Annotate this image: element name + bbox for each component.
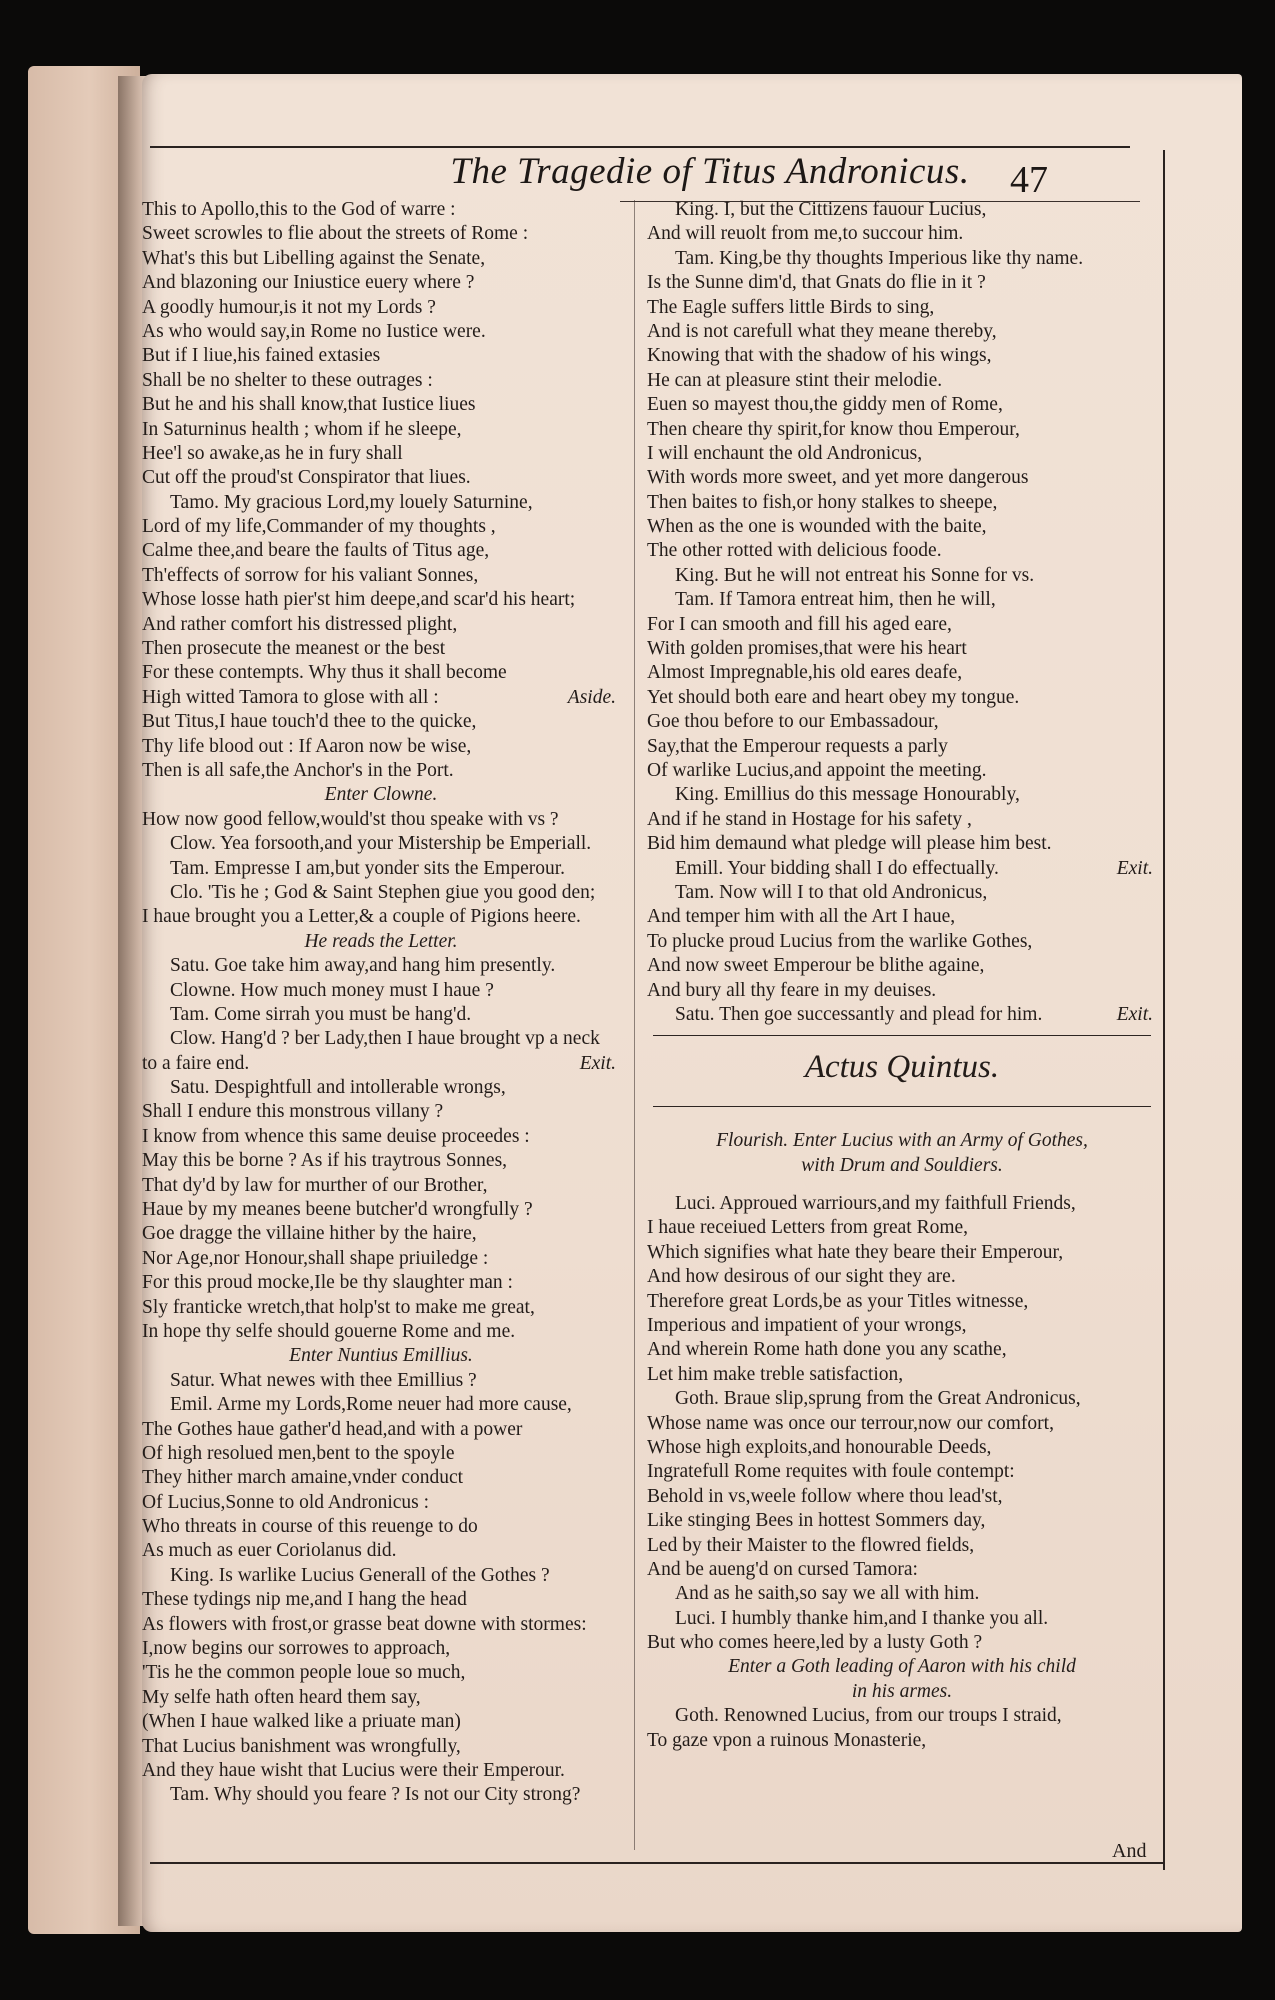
- line-text: In Saturninus health ; whom if he sleepe,: [142, 418, 462, 440]
- line-text: Calme thee,and beare the faults of Titus age,: [142, 540, 490, 562]
- text-line: [142, 271, 620, 295]
- text-line: [647, 759, 1157, 783]
- stage-direction: [647, 1680, 1157, 1704]
- line-text: Led by their Maister to the flowred fields,: [647, 1534, 975, 1556]
- text-line: [142, 613, 620, 637]
- line-text: Ingratefull Rome requites with foule contempt:: [647, 1461, 1015, 1483]
- text-line: [647, 1265, 1157, 1289]
- line-text: But if I liue,his fained extasies: [142, 345, 381, 367]
- line-text: Who threats in course of this reuenge to do: [142, 1516, 478, 1538]
- text-line: [647, 491, 1157, 515]
- line-text: Nor Age,nor Honour,shall shape priuiledge :: [142, 1247, 489, 1269]
- line-text: And is not carefull what they meane thereby,: [647, 320, 997, 342]
- text-line: [142, 369, 620, 393]
- text-line: [142, 1003, 620, 1027]
- text-line: [647, 637, 1157, 661]
- stage-direction: [142, 783, 620, 807]
- text-line: [142, 393, 620, 417]
- line-text: Clowne. How much money must I haue ?: [170, 979, 494, 1001]
- line-text: Whose high exploits,and honourable Deeds,: [647, 1436, 992, 1458]
- text-line: [647, 1485, 1157, 1509]
- text-line: [142, 954, 620, 978]
- line-text: Goe thou before to our Embassadour,: [647, 711, 939, 733]
- right-column-lower: [647, 1129, 1157, 1753]
- right-column: [647, 198, 1157, 1753]
- line-text: Is the Sunne dim'd, that Gnats do flie in it ?: [647, 272, 986, 294]
- line-text: And bury all thy feare in my deuises.: [647, 979, 937, 1001]
- line-text: Luci. Approued warriours,and my faithfull Friends,: [675, 1193, 1076, 1215]
- right-column-upper: [647, 198, 1157, 1027]
- line-text: But Titus,I haue touch'd thee to the quicke,: [142, 711, 477, 733]
- stage-tag: Exit.: [579, 1052, 616, 1074]
- line-text: When as the one is wounded with the baite,: [647, 516, 987, 538]
- line-text: High witted Tamora to glose with all :: [142, 686, 439, 708]
- text-line: [142, 1247, 620, 1271]
- text-line: [142, 1515, 620, 1539]
- text-line: [647, 857, 1157, 881]
- text-line: [142, 320, 620, 344]
- stage-tag: Aside.: [567, 686, 616, 708]
- line-text: As flowers with frost,or grasse beat downe with stormes:: [142, 1613, 587, 1635]
- text-line: [647, 1558, 1157, 1582]
- left-column: [142, 198, 620, 1808]
- text-line: [142, 979, 620, 1003]
- line-text: Haue by my meanes beene butcher'd wrongfully ?: [142, 1199, 533, 1221]
- text-line: [647, 1509, 1157, 1533]
- text-line: [647, 710, 1157, 734]
- line-text: And if he stand in Hostage for his safety ,: [647, 808, 972, 830]
- line-text: Satu. Then goe successantly and plead for him.: [675, 1003, 1043, 1025]
- line-text: And rather comfort his distressed plight,: [142, 613, 458, 635]
- text-line: [142, 418, 620, 442]
- line-text: Enter a Goth leading of Aaron with his child: [728, 1656, 1076, 1678]
- line-text: He reads the Letter.: [304, 930, 458, 952]
- line-text: What's this but Libelling against the Senate,: [142, 247, 486, 269]
- text-line: [647, 369, 1157, 393]
- text-line: [647, 808, 1157, 832]
- line-text: I haue receiued Letters from great Rome,: [647, 1217, 969, 1239]
- stage-direction: [142, 1344, 620, 1368]
- text-line: [142, 1100, 620, 1124]
- text-line: [142, 1491, 620, 1515]
- line-text: And how desirous of our sight they are.: [647, 1266, 956, 1288]
- text-line: [142, 1783, 620, 1807]
- line-text: I know from whence this same deuise proceedes :: [142, 1125, 530, 1147]
- running-head: The Tragedie of Titus Andronicus.: [450, 151, 970, 192]
- line-text: A goodly humour,is it not my Lords ?: [142, 296, 436, 318]
- line-text: For I can smooth and fill his aged eare,: [647, 613, 952, 635]
- text-line: [142, 808, 620, 832]
- line-text: That Lucius banishment was wrongfully,: [142, 1735, 461, 1757]
- line-text: I,now begins our sorrowes to approach,: [142, 1638, 451, 1660]
- line-text: Tam. Now will I to that old Andronicus,: [675, 881, 988, 903]
- text-line: [647, 1412, 1157, 1436]
- page-number: 47: [1010, 159, 1048, 201]
- text-line: [647, 954, 1157, 978]
- line-text: How now good fellow,would'st thou speake with vs ?: [142, 808, 559, 830]
- text-line: [142, 1418, 620, 1442]
- text-line: [647, 198, 1157, 222]
- text-line: [142, 1271, 620, 1295]
- line-text: For this proud mocke,Ile be thy slaughter man :: [142, 1272, 513, 1294]
- text-line: [142, 1613, 620, 1637]
- text-line: [142, 1588, 620, 1612]
- line-text: As who would say,in Rome no Iustice were.: [142, 320, 486, 342]
- text-line: [142, 247, 620, 271]
- text-line: [647, 296, 1157, 320]
- stage-direction: [647, 1129, 1157, 1153]
- text-line: [647, 1460, 1157, 1484]
- text-line: [142, 1759, 620, 1783]
- text-line: [647, 1729, 1157, 1753]
- line-text: And now sweet Emperour be blithe againe,: [647, 955, 985, 977]
- text-line: [647, 1534, 1157, 1558]
- line-text: Thy life blood out : If Aaron now be wise,: [142, 735, 472, 757]
- line-text: Whose name was once our terrour,now our comfort,: [647, 1412, 1054, 1434]
- catchword: And: [1112, 1840, 1147, 1862]
- line-text: King. Emillius do this message Honourably,: [675, 784, 1020, 806]
- text-line: [647, 1290, 1157, 1314]
- line-text: Lord of my life,Commander of my thoughts ,: [142, 516, 496, 538]
- bottom-rule: [150, 1862, 1165, 1864]
- line-text: To plucke proud Lucius from the warlike Gothes,: [647, 930, 1033, 952]
- line-text: I will enchaunt the old Andronicus,: [647, 442, 923, 464]
- line-text: Goe dragge the villaine hither by the haire,: [142, 1223, 477, 1245]
- text-line: [647, 222, 1157, 246]
- line-text: to a faire end.: [142, 1052, 250, 1074]
- text-line: [142, 661, 620, 685]
- line-text: Tam. If Tamora entreat him, then he will,: [675, 589, 996, 611]
- line-text: Euen so mayest thou,the giddy men of Rome,: [647, 394, 1003, 416]
- line-text: Bid him demaund what pledge will please him best.: [647, 833, 1052, 855]
- line-text: That dy'd by law for murther of our Brother,: [142, 1174, 488, 1196]
- line-text: These tydings nip me,and I hang the head: [142, 1589, 467, 1611]
- text-line: [142, 1369, 620, 1393]
- line-text: Like stinging Bees in hottest Sommers day,: [647, 1510, 986, 1532]
- line-text: For these contempts. Why thus it shall become: [142, 662, 507, 684]
- act-title: Actus Quintus.: [804, 1049, 1000, 1086]
- line-text: They hither march amaine,vnder conduct: [142, 1467, 464, 1489]
- line-text: Goth. Braue slip,sprung from the Great Andronicus,: [675, 1388, 1081, 1410]
- line-text: Shall be no shelter to these outrages :: [142, 369, 433, 391]
- text-line: [647, 1178, 1157, 1192]
- line-text: And as he saith,so say we all with him.: [675, 1583, 980, 1605]
- text-line: [142, 905, 620, 929]
- line-text: My selfe hath often heard them say,: [142, 1686, 421, 1708]
- text-line: [142, 1052, 620, 1076]
- text-line: [647, 783, 1157, 807]
- text-line: [647, 1338, 1157, 1362]
- text-line: [647, 418, 1157, 442]
- text-line: [142, 1198, 620, 1222]
- text-line: [142, 1222, 620, 1246]
- line-text: Tamo. My gracious Lord,my louely Saturnine,: [170, 491, 533, 513]
- text-line: [142, 1320, 620, 1344]
- line-text: Clo. 'Tis he ; God & Saint Stephen giue you good den;: [170, 881, 596, 903]
- text-line: [142, 857, 620, 881]
- line-text: Goth. Renowned Lucius, from our troups I straid,: [675, 1705, 1062, 1727]
- line-text: King. Is warlike Lucius Generall of the Gothes ?: [170, 1564, 550, 1586]
- line-text: The other rotted with delicious foode.: [647, 540, 942, 562]
- text-line: [647, 320, 1157, 344]
- line-text: Behold in vs,weele follow where thou lead'st,: [647, 1485, 1003, 1507]
- text-line: [647, 930, 1157, 954]
- text-line: [647, 686, 1157, 710]
- line-text: Imperious and impatient of your wrongs,: [647, 1315, 967, 1337]
- text-line: [647, 393, 1157, 417]
- text-line: [647, 442, 1157, 466]
- line-text: He can at pleasure stint their melodie.: [647, 369, 943, 391]
- line-text: (When I haue walked like a priuate man): [142, 1711, 461, 1733]
- line-text: Th'effects of sorrow for his valiant Sonnes,: [142, 564, 479, 586]
- line-text: Enter Nuntius Emillius.: [289, 1345, 473, 1367]
- text-line: [142, 1637, 620, 1661]
- text-line: [142, 735, 620, 759]
- text-line: [142, 564, 620, 588]
- line-text: Hee'l so awake,as he in fury shall: [142, 442, 403, 464]
- line-text: Therefore great Lords,be as your Titles witnesse,: [647, 1290, 1029, 1312]
- text-line: [142, 1076, 620, 1100]
- text-line: [647, 564, 1157, 588]
- line-text: with Drum and Souldiers.: [801, 1154, 1003, 1176]
- text-line: [142, 759, 620, 783]
- stage-direction: [647, 1154, 1157, 1178]
- text-line: [647, 466, 1157, 490]
- line-text: Tam. King,be thy thoughts Imperious like thy name.: [675, 247, 1084, 269]
- line-text: Almost Impregnable,his old eares deafe,: [647, 662, 963, 684]
- line-text: May this be borne ? As if his traytrous Sonnes,: [142, 1150, 508, 1172]
- line-text: Knowing that with the shadow of his wings,: [647, 345, 992, 367]
- text-line: [647, 1436, 1157, 1460]
- text-line: [142, 1539, 620, 1563]
- text-line: [142, 881, 620, 905]
- line-text: Of high resolued men,bent to the spoyle: [142, 1442, 455, 1464]
- line-text: Tam. Empresse I am,but yonder sits the Emperour.: [170, 857, 566, 879]
- text-line: [142, 1564, 620, 1588]
- line-text: Enter Clowne.: [324, 784, 438, 806]
- text-line: [647, 1192, 1157, 1216]
- line-text: Clow. Yea forsooth,and your Mistership be Emperiall.: [170, 833, 592, 855]
- line-text: Then is all safe,the Anchor's in the Port.: [142, 759, 454, 781]
- text-line: [647, 588, 1157, 612]
- text-line: [647, 881, 1157, 905]
- line-text: Satu. Despightfull and intollerable wrongs,: [170, 1077, 506, 1099]
- text-line: [142, 1442, 620, 1466]
- stage-direction: [142, 930, 620, 954]
- text-line: [142, 637, 620, 661]
- line-text: This to Apollo,this to the God of warre :: [142, 199, 456, 220]
- text-line: [142, 515, 620, 539]
- text-line: [647, 1582, 1157, 1606]
- text-line: [142, 1027, 620, 1051]
- line-text: And they haue wisht that Lucius were their Emperour.: [142, 1760, 565, 1781]
- text-line: [142, 1686, 620, 1710]
- line-text: With words more sweet, and yet more dangerous: [647, 467, 1029, 489]
- text-line: [142, 1393, 620, 1417]
- text-line: [142, 491, 620, 515]
- stage-tag: Exit.: [1116, 857, 1153, 879]
- line-text: Clow. Hang'd ? ber Lady,then I haue brought vp a neck: [170, 1028, 600, 1050]
- line-text: Emill. Your bidding shall I do effectually.: [675, 857, 999, 879]
- line-text: Flourish. Enter Lucius with an Army of Gothes,: [716, 1130, 1088, 1152]
- text-line: [647, 613, 1157, 637]
- line-text: To gaze vpon a ruinous Monasterie,: [647, 1729, 927, 1751]
- text-line: [142, 1661, 620, 1685]
- text-line: [142, 832, 620, 856]
- text-line: [647, 1607, 1157, 1631]
- text-line: [142, 1710, 620, 1734]
- line-text: Emil. Arme my Lords,Rome neuer had more cause,: [170, 1394, 572, 1416]
- line-text: Cut off the proud'st Conspirator that liues.: [142, 467, 471, 489]
- text-line: [647, 832, 1157, 856]
- text-line: [142, 1735, 620, 1759]
- line-text: King. But he will not entreat his Sonne for vs.: [675, 564, 1035, 586]
- line-text: Satu. Goe take him away,and hang him presently.: [170, 955, 556, 977]
- top-rule: [150, 146, 1130, 148]
- line-text: Tam. Why should you feare ? Is not our City strong?: [170, 1784, 581, 1806]
- line-text: And be aueng'd on cursed Tamora:: [647, 1558, 918, 1580]
- text-line: [647, 539, 1157, 563]
- line-text: I haue brought you a Letter,& a couple of Pigions heere.: [142, 906, 581, 928]
- text-line: [142, 296, 620, 320]
- act-spacer: [647, 1107, 1157, 1129]
- line-text: Tam. Come sirrah you must be hang'd.: [170, 1003, 472, 1025]
- text-line: [142, 198, 620, 222]
- text-line: [142, 1149, 620, 1173]
- text-line: [142, 686, 620, 710]
- line-text: But who comes heere,led by a lusty Goth ?: [647, 1632, 983, 1654]
- column-divider: [634, 200, 635, 1850]
- text-line: [647, 515, 1157, 539]
- line-text: Whose losse hath pier'st him deepe,and scar'd his heart;: [142, 589, 576, 611]
- text-line: [142, 588, 620, 612]
- text-line: [142, 442, 620, 466]
- line-text: Say,that the Emperour requests a parly: [647, 735, 948, 757]
- text-line: [142, 1296, 620, 1320]
- line-text: Which signifies what hate they beare their Emperour,: [647, 1241, 1064, 1263]
- text-line: [647, 1241, 1157, 1265]
- line-text: And blazoning our Iniustice euery where ?: [142, 272, 475, 294]
- line-text: Then cheare thy spirit,for know thou Emperour,: [647, 418, 1020, 440]
- text-line: [647, 1363, 1157, 1387]
- line-text: The Eagle suffers little Birds to sing,: [647, 296, 935, 318]
- text-line: [647, 1704, 1157, 1728]
- text-line: [142, 1174, 620, 1198]
- text-line: [647, 1314, 1157, 1338]
- line-text: Then baites to fish,or hony stalkes to sheepe,: [647, 491, 998, 513]
- line-text: Sweet scrowles to flie about the streets of Rome :: [142, 223, 529, 245]
- line-text: With golden promises,that were his heart: [647, 638, 967, 660]
- line-text: Satur. What newes with thee Emillius ?: [170, 1369, 477, 1391]
- line-text: 'Tis he the common people loue so much,: [142, 1662, 466, 1684]
- line-text: And temper him with all the Art I haue,: [647, 906, 956, 928]
- line-text: Of Lucius,Sonne to old Andronicus :: [142, 1491, 430, 1513]
- line-text: And wherein Rome hath done you any scathe,: [647, 1339, 1007, 1361]
- line-text: Let him make treble satisfaction,: [647, 1363, 904, 1385]
- stage-direction: [647, 1655, 1157, 1679]
- side-rule: [1163, 150, 1165, 1870]
- text-line: [142, 1125, 620, 1149]
- text-line: [647, 1216, 1157, 1240]
- text-line: [647, 661, 1157, 685]
- text-line: [647, 979, 1157, 1003]
- line-text: King. I, but the Cittizens fauour Lucius,: [675, 199, 987, 220]
- line-text: Shall I endure this monstrous villany ?: [142, 1101, 444, 1123]
- line-text: Yet should both eare and heart obey my tongue.: [647, 686, 1020, 708]
- line-text: But he and his shall know,that Iustice liues: [142, 394, 476, 416]
- text-line: [142, 539, 620, 563]
- text-line: [142, 710, 620, 734]
- line-text: Luci. I humbly thanke him,and I thanke you all.: [675, 1607, 1049, 1629]
- text-line: [142, 222, 620, 246]
- line-text: in his armes.: [851, 1680, 953, 1702]
- line-text: The Gothes haue gather'd head,and with a power: [142, 1418, 523, 1440]
- text-line: [647, 271, 1157, 295]
- text-line: [142, 466, 620, 490]
- text-line: [647, 247, 1157, 271]
- text-line: [647, 1631, 1157, 1655]
- line-text: Sly franticke wretch,that holp'st to make me great,: [142, 1296, 535, 1318]
- text-line: [647, 1387, 1157, 1411]
- line-text: In hope thy selfe should gouerne Rome and me.: [142, 1320, 516, 1342]
- line-text: As much as euer Coriolanus did.: [142, 1540, 397, 1562]
- text-line: [647, 905, 1157, 929]
- text-line: [647, 735, 1157, 759]
- line-text: Then prosecute the meanest or the best: [142, 638, 446, 660]
- text-line: [647, 344, 1157, 368]
- stage-tag: Exit.: [1116, 1003, 1153, 1025]
- text-line: [142, 344, 620, 368]
- line-text: And will reuolt from me,to succour him.: [647, 223, 964, 245]
- line-text: Of warlike Lucius,and appoint the meeting.: [647, 759, 987, 781]
- text-line: [142, 1466, 620, 1490]
- text-line: [647, 1003, 1157, 1027]
